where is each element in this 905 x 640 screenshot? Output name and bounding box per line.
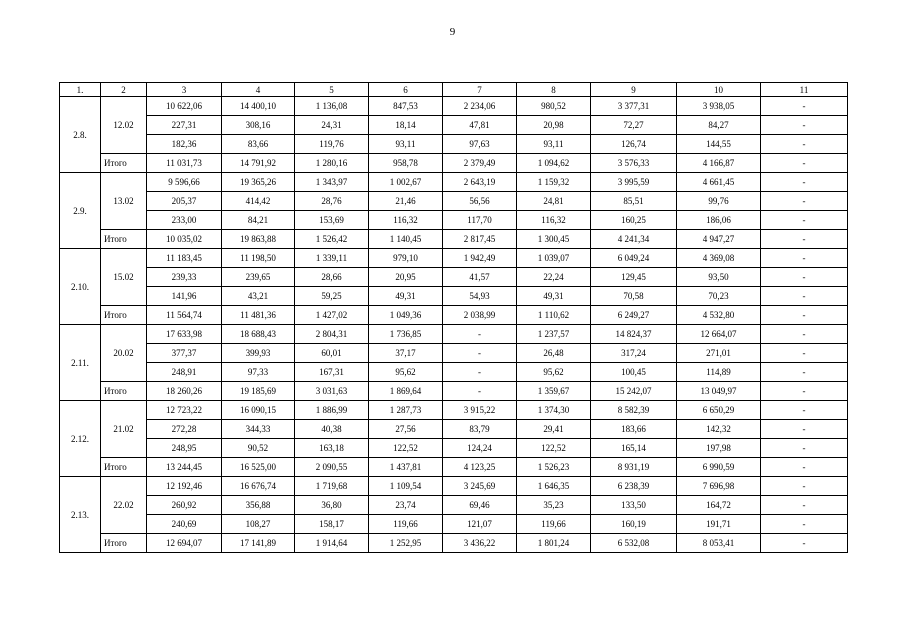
value-cell: 84,27 <box>677 116 761 135</box>
total-row <box>60 534 848 553</box>
value-cell: 308,16 <box>222 116 295 135</box>
total-value-cell: 2 090,55 <box>295 458 369 477</box>
value-cell: 1 039,07 <box>517 249 591 268</box>
total-value-cell: - <box>443 382 517 401</box>
value-cell: 70,23 <box>677 287 761 306</box>
value-cell: 114,89 <box>677 363 761 382</box>
value-cell: - <box>761 420 848 439</box>
total-value-cell: 6 249,27 <box>591 306 677 325</box>
column-header: 3 <box>147 83 222 97</box>
value-cell: 167,31 <box>295 363 369 382</box>
value-cell: 36,80 <box>295 496 369 515</box>
value-cell: 20,95 <box>369 268 443 287</box>
value-cell: 93,11 <box>517 135 591 154</box>
value-cell: 116,32 <box>517 211 591 230</box>
total-value-cell: 15 242,07 <box>591 382 677 401</box>
value-cell: 3 377,31 <box>591 97 677 116</box>
value-cell: 164,72 <box>677 496 761 515</box>
value-cell: 18 688,43 <box>222 325 295 344</box>
value-cell: 344,33 <box>222 420 295 439</box>
value-cell: 90,52 <box>222 439 295 458</box>
value-cell: 182,36 <box>147 135 222 154</box>
value-cell: - <box>761 249 848 268</box>
value-cell: - <box>761 192 848 211</box>
value-cell: 47,81 <box>443 116 517 135</box>
total-value-cell: - <box>761 458 848 477</box>
value-cell: 1 343,97 <box>295 173 369 192</box>
total-label: Итого <box>101 154 147 173</box>
value-cell: 121,07 <box>443 515 517 534</box>
value-cell: 16 090,15 <box>222 401 295 420</box>
table-row <box>60 420 848 439</box>
total-value-cell: 8 053,41 <box>677 534 761 553</box>
value-cell: 4 369,08 <box>677 249 761 268</box>
value-cell: - <box>761 363 848 382</box>
value-cell: 17 633,98 <box>147 325 222 344</box>
column-header: 5 <box>295 83 369 97</box>
value-cell: 83,79 <box>443 420 517 439</box>
value-cell: 1 287,73 <box>369 401 443 420</box>
value-cell: 93,50 <box>677 268 761 287</box>
value-cell: 1 942,49 <box>443 249 517 268</box>
value-cell: 23,74 <box>369 496 443 515</box>
group-id-cell: 2.10. <box>60 249 101 325</box>
total-value-cell: 16 525,00 <box>222 458 295 477</box>
total-value-cell: 19 185,69 <box>222 382 295 401</box>
value-cell: 979,10 <box>369 249 443 268</box>
table-row <box>60 401 848 420</box>
value-cell: 399,93 <box>222 344 295 363</box>
value-cell: 1 736,85 <box>369 325 443 344</box>
total-value-cell: 1 300,45 <box>517 230 591 249</box>
value-cell: 233,00 <box>147 211 222 230</box>
value-cell: 414,42 <box>222 192 295 211</box>
total-value-cell: 17 141,89 <box>222 534 295 553</box>
value-cell: - <box>761 439 848 458</box>
value-cell: 97,33 <box>222 363 295 382</box>
value-cell: 12 664,07 <box>677 325 761 344</box>
total-value-cell: 1 280,16 <box>295 154 369 173</box>
column-header: 8 <box>517 83 591 97</box>
value-cell: 85,51 <box>591 192 677 211</box>
value-cell: - <box>761 287 848 306</box>
value-cell: 116,32 <box>369 211 443 230</box>
total-value-cell: 19 863,88 <box>222 230 295 249</box>
value-cell: 1 136,08 <box>295 97 369 116</box>
value-cell: 97,63 <box>443 135 517 154</box>
value-cell: 35,23 <box>517 496 591 515</box>
group-date-cell: 21.02 <box>101 401 147 458</box>
total-value-cell: 4 166,87 <box>677 154 761 173</box>
total-value-cell: 11 564,74 <box>147 306 222 325</box>
value-cell: - <box>761 116 848 135</box>
value-cell: 144,55 <box>677 135 761 154</box>
total-value-cell: 4 241,34 <box>591 230 677 249</box>
total-row <box>60 154 848 173</box>
value-cell: - <box>761 97 848 116</box>
total-value-cell: 1 094,62 <box>517 154 591 173</box>
value-cell: 72,27 <box>591 116 677 135</box>
value-cell: 165,14 <box>591 439 677 458</box>
value-cell: 3 995,59 <box>591 173 677 192</box>
value-cell: 356,88 <box>222 496 295 515</box>
value-cell: 56,56 <box>443 192 517 211</box>
table-row <box>60 496 848 515</box>
value-cell: - <box>761 325 848 344</box>
value-cell: 117,70 <box>443 211 517 230</box>
value-cell: 119,66 <box>517 515 591 534</box>
total-value-cell: - <box>761 154 848 173</box>
value-cell: 27,56 <box>369 420 443 439</box>
value-cell: 2 643,19 <box>443 173 517 192</box>
total-value-cell: 2 379,49 <box>443 154 517 173</box>
group-id-cell: 2.8. <box>60 97 101 173</box>
value-cell: 108,27 <box>222 515 295 534</box>
value-cell: 205,37 <box>147 192 222 211</box>
total-value-cell: 1 801,24 <box>517 534 591 553</box>
value-cell: 1 886,99 <box>295 401 369 420</box>
value-cell: 3 915,22 <box>443 401 517 420</box>
table-row <box>60 211 848 230</box>
total-value-cell: 10 035,02 <box>147 230 222 249</box>
value-cell: 24,81 <box>517 192 591 211</box>
total-label: Итого <box>101 458 147 477</box>
group-id-cell: 2.13. <box>60 477 101 553</box>
column-header: 9 <box>591 83 677 97</box>
value-cell: - <box>761 496 848 515</box>
table-row <box>60 477 848 496</box>
value-cell: 14 400,10 <box>222 97 295 116</box>
value-cell: 1 159,32 <box>517 173 591 192</box>
total-value-cell: 13 244,45 <box>147 458 222 477</box>
value-cell: 8 582,39 <box>591 401 677 420</box>
value-cell: 1 109,54 <box>369 477 443 496</box>
total-label: Итого <box>101 306 147 325</box>
value-cell: 69,46 <box>443 496 517 515</box>
value-cell: 163,18 <box>295 439 369 458</box>
total-value-cell: 1 140,45 <box>369 230 443 249</box>
table-row <box>60 249 848 268</box>
value-cell: 1 719,68 <box>295 477 369 496</box>
value-cell: 3 938,05 <box>677 97 761 116</box>
table-row <box>60 268 848 287</box>
value-cell: 271,01 <box>677 344 761 363</box>
value-cell: 70,58 <box>591 287 677 306</box>
value-cell: 158,17 <box>295 515 369 534</box>
table-row <box>60 97 848 116</box>
value-cell: 49,31 <box>517 287 591 306</box>
value-cell: 126,74 <box>591 135 677 154</box>
value-cell: 133,50 <box>591 496 677 515</box>
value-cell: 160,19 <box>591 515 677 534</box>
value-cell: 11 183,45 <box>147 249 222 268</box>
total-value-cell: 1 526,42 <box>295 230 369 249</box>
total-value-cell: 1 252,95 <box>369 534 443 553</box>
value-cell: 37,17 <box>369 344 443 363</box>
value-cell: 22,24 <box>517 268 591 287</box>
column-header: 11 <box>761 83 848 97</box>
value-cell: 248,91 <box>147 363 222 382</box>
value-cell: 2 234,06 <box>443 97 517 116</box>
value-cell: 54,93 <box>443 287 517 306</box>
value-cell: - <box>761 344 848 363</box>
value-cell: 21,46 <box>369 192 443 211</box>
value-cell: 95,62 <box>517 363 591 382</box>
total-value-cell: 8 931,19 <box>591 458 677 477</box>
group-id-cell: 2.11. <box>60 325 101 401</box>
value-cell: 2 804,31 <box>295 325 369 344</box>
total-value-cell: 4 123,25 <box>443 458 517 477</box>
value-cell: 1 339,11 <box>295 249 369 268</box>
value-cell: 14 824,37 <box>591 325 677 344</box>
value-cell: 83,66 <box>222 135 295 154</box>
table-row <box>60 116 848 135</box>
value-cell: 124,24 <box>443 439 517 458</box>
table-row <box>60 515 848 534</box>
total-value-cell: 2 817,45 <box>443 230 517 249</box>
value-cell: - <box>443 363 517 382</box>
value-cell: 122,52 <box>517 439 591 458</box>
value-cell: 227,31 <box>147 116 222 135</box>
value-cell: 1 002,67 <box>369 173 443 192</box>
value-cell: 59,25 <box>295 287 369 306</box>
value-cell: 60,01 <box>295 344 369 363</box>
value-cell: 239,33 <box>147 268 222 287</box>
total-value-cell: 6 990,59 <box>677 458 761 477</box>
total-value-cell: 11 481,36 <box>222 306 295 325</box>
value-cell: 84,21 <box>222 211 295 230</box>
total-value-cell: 3 576,33 <box>591 154 677 173</box>
total-value-cell: 3 031,63 <box>295 382 369 401</box>
column-header: 4 <box>222 83 295 97</box>
value-cell: 272,28 <box>147 420 222 439</box>
value-cell: - <box>443 325 517 344</box>
value-cell: - <box>761 173 848 192</box>
value-cell: - <box>761 135 848 154</box>
total-value-cell: 1 427,02 <box>295 306 369 325</box>
total-label: Итого <box>101 382 147 401</box>
group-id-cell: 2.9. <box>60 173 101 249</box>
value-cell: 1 374,30 <box>517 401 591 420</box>
value-cell: 197,98 <box>677 439 761 458</box>
value-cell: 153,69 <box>295 211 369 230</box>
total-row <box>60 458 848 477</box>
group-id-cell: 2.12. <box>60 401 101 477</box>
value-cell: 12 192,46 <box>147 477 222 496</box>
value-cell: 248,95 <box>147 439 222 458</box>
total-label: Итого <box>101 534 147 553</box>
value-cell: 16 676,74 <box>222 477 295 496</box>
value-cell: 4 661,45 <box>677 173 761 192</box>
value-cell: 317,24 <box>591 344 677 363</box>
total-value-cell: 13 049,97 <box>677 382 761 401</box>
value-cell: 1 237,57 <box>517 325 591 344</box>
value-cell: 29,41 <box>517 420 591 439</box>
value-cell: 20,98 <box>517 116 591 135</box>
value-cell: 160,25 <box>591 211 677 230</box>
total-value-cell: - <box>761 534 848 553</box>
value-cell: 239,65 <box>222 268 295 287</box>
value-cell: 19 365,26 <box>222 173 295 192</box>
value-cell: 183,66 <box>591 420 677 439</box>
value-cell: 7 696,98 <box>677 477 761 496</box>
value-cell: 28,76 <box>295 192 369 211</box>
total-value-cell: - <box>761 382 848 401</box>
value-cell: 6 049,24 <box>591 249 677 268</box>
value-cell: 3 245,69 <box>443 477 517 496</box>
value-cell: 93,11 <box>369 135 443 154</box>
total-value-cell: 4 532,80 <box>677 306 761 325</box>
value-cell: 26,48 <box>517 344 591 363</box>
table-row <box>60 135 848 154</box>
value-cell: 49,31 <box>369 287 443 306</box>
page-number: 9 <box>449 26 456 38</box>
table-row <box>60 192 848 211</box>
value-cell: 980,52 <box>517 97 591 116</box>
value-cell: 10 622,06 <box>147 97 222 116</box>
value-cell: 141,96 <box>147 287 222 306</box>
value-cell: 260,92 <box>147 496 222 515</box>
total-row <box>60 382 848 401</box>
value-cell: 9 596,66 <box>147 173 222 192</box>
total-row <box>60 306 848 325</box>
total-value-cell: 12 694,07 <box>147 534 222 553</box>
group-date-cell: 12.02 <box>101 97 147 154</box>
total-label: Итого <box>101 230 147 249</box>
value-cell: 122,52 <box>369 439 443 458</box>
total-value-cell: 1 869,64 <box>369 382 443 401</box>
value-cell: 41,57 <box>443 268 517 287</box>
value-cell: 191,71 <box>677 515 761 534</box>
value-cell: 99,76 <box>677 192 761 211</box>
total-value-cell: 11 031,73 <box>147 154 222 173</box>
value-cell: - <box>761 477 848 496</box>
total-value-cell: 18 260,26 <box>147 382 222 401</box>
table-row <box>60 363 848 382</box>
value-cell: 142,32 <box>677 420 761 439</box>
value-cell: 40,38 <box>295 420 369 439</box>
value-cell: - <box>443 344 517 363</box>
column-header: 6 <box>369 83 443 97</box>
value-cell: - <box>761 211 848 230</box>
column-header: 2 <box>101 83 147 97</box>
value-cell: 12 723,22 <box>147 401 222 420</box>
value-cell: - <box>761 401 848 420</box>
value-cell: 18,14 <box>369 116 443 135</box>
column-header: 1. <box>60 83 101 97</box>
value-cell: 6 650,29 <box>677 401 761 420</box>
data-table <box>59 82 848 553</box>
table-row <box>60 173 848 192</box>
column-header: 7 <box>443 83 517 97</box>
total-value-cell: 1 437,81 <box>369 458 443 477</box>
total-value-cell: 2 038,99 <box>443 306 517 325</box>
value-cell: 129,45 <box>591 268 677 287</box>
total-value-cell: 1 110,62 <box>517 306 591 325</box>
header-row <box>60 83 848 97</box>
value-cell: - <box>761 268 848 287</box>
table-row <box>60 325 848 344</box>
table-row <box>60 344 848 363</box>
value-cell: 377,37 <box>147 344 222 363</box>
total-value-cell: 1 914,64 <box>295 534 369 553</box>
table-body <box>60 83 848 553</box>
value-cell: 28,66 <box>295 268 369 287</box>
table-row <box>60 287 848 306</box>
group-date-cell: 20.02 <box>101 325 147 382</box>
value-cell: 1 646,35 <box>517 477 591 496</box>
total-row <box>60 230 848 249</box>
table-row <box>60 439 848 458</box>
value-cell: 240,69 <box>147 515 222 534</box>
total-value-cell: 4 947,27 <box>677 230 761 249</box>
value-cell: 847,53 <box>369 97 443 116</box>
column-header: 10 <box>677 83 761 97</box>
value-cell: 11 198,50 <box>222 249 295 268</box>
total-value-cell: 1 359,67 <box>517 382 591 401</box>
value-cell: 119,66 <box>369 515 443 534</box>
group-date-cell: 13.02 <box>101 173 147 230</box>
total-value-cell: 14 791,92 <box>222 154 295 173</box>
value-cell: 6 238,39 <box>591 477 677 496</box>
total-value-cell: 1 526,23 <box>517 458 591 477</box>
value-cell: 95,62 <box>369 363 443 382</box>
value-cell: 100,45 <box>591 363 677 382</box>
total-value-cell: 6 532,08 <box>591 534 677 553</box>
group-date-cell: 15.02 <box>101 249 147 306</box>
total-value-cell: 1 049,36 <box>369 306 443 325</box>
total-value-cell: - <box>761 230 848 249</box>
value-cell: 24,31 <box>295 116 369 135</box>
value-cell: 186,06 <box>677 211 761 230</box>
group-date-cell: 22.02 <box>101 477 147 534</box>
value-cell: 119,76 <box>295 135 369 154</box>
value-cell: 43,21 <box>222 287 295 306</box>
total-value-cell: - <box>761 306 848 325</box>
value-cell: - <box>761 515 848 534</box>
total-value-cell: 3 436,22 <box>443 534 517 553</box>
total-value-cell: 958,78 <box>369 154 443 173</box>
